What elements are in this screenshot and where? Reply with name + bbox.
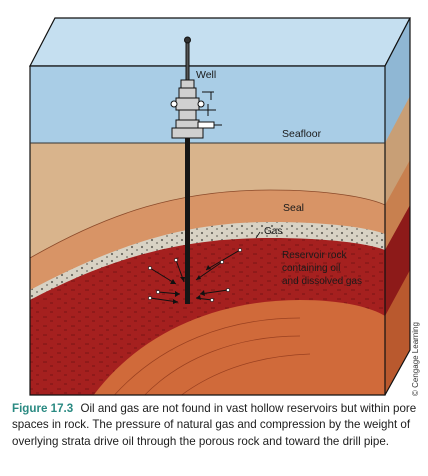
caption-text: Oil and gas are not found in vast hollow reservoirs but within pore spaces in rock. The pressure of natural gas and compression by the weight of overlying strata drive oil through the porous rock and toward the drill pipe. [12, 402, 417, 448]
drill-pipe [185, 138, 190, 304]
figure-number: Figure 17.3 [12, 402, 74, 415]
label-seafloor: Seafloor [282, 128, 322, 140]
label-gas: Gas [264, 226, 283, 237]
label-reservoir-2: containing oil [282, 263, 341, 274]
label-reservoir-1: Reservoir rock [282, 250, 347, 261]
copyright-credit: © Cengage Learning [411, 322, 420, 396]
figure-caption [12, 401, 422, 450]
label-seal: Seal [283, 202, 305, 214]
label-reservoir-3: and dissolved gas [282, 276, 363, 287]
water-top-face [30, 18, 410, 66]
label-well: Well [196, 69, 217, 81]
